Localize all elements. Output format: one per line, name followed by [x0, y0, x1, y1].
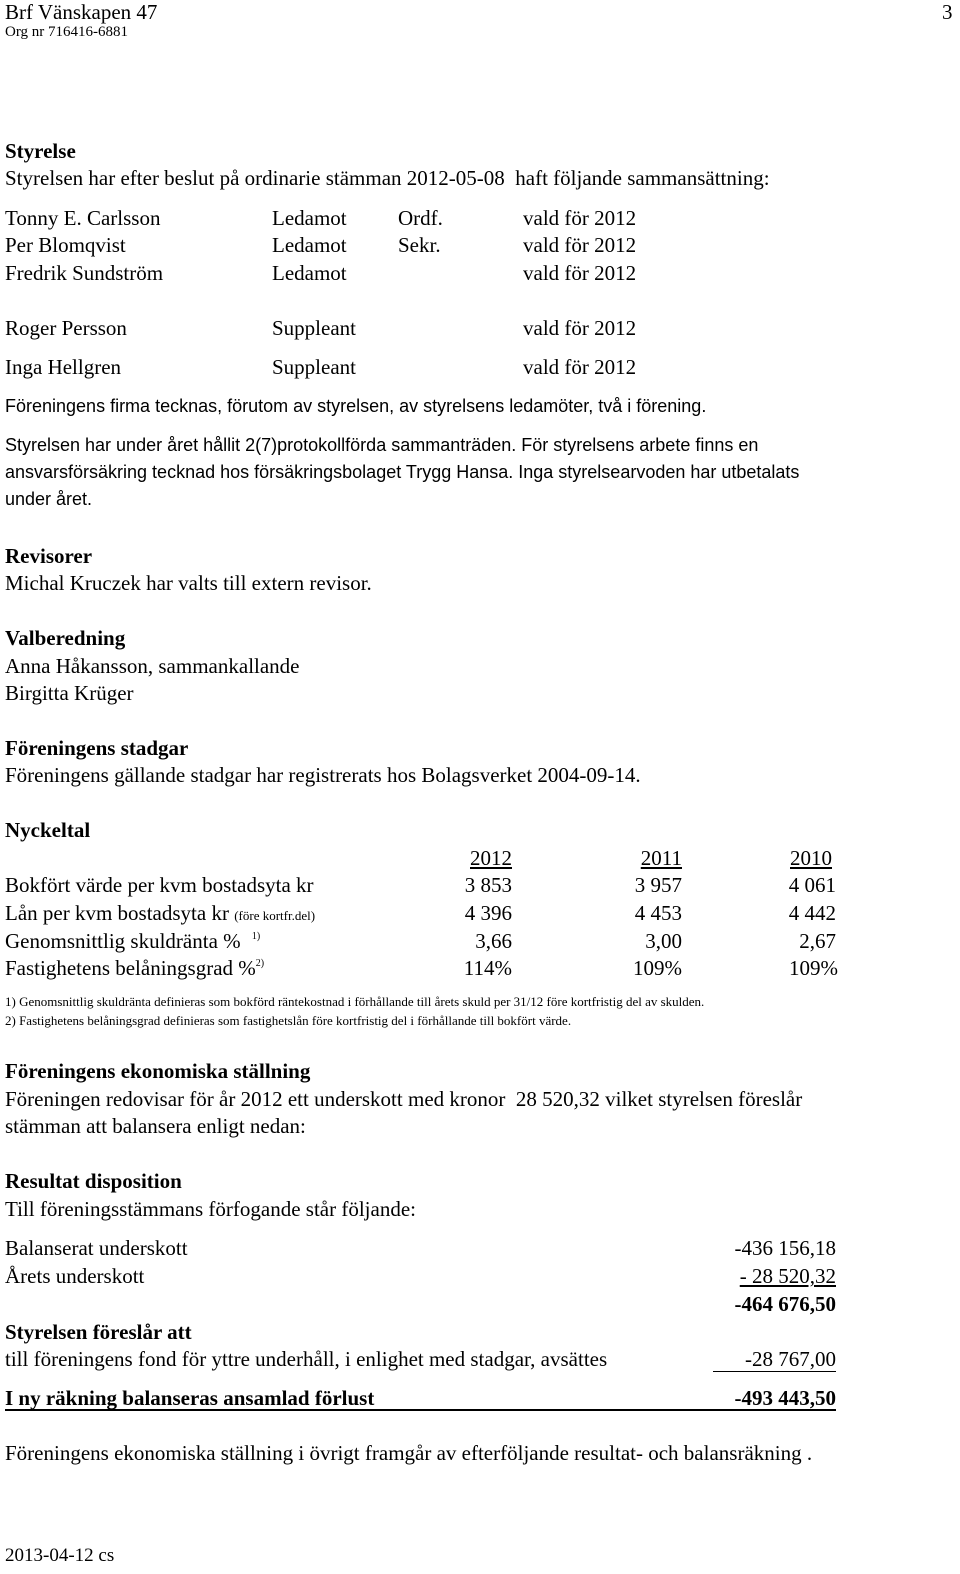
ekonomisk-heading: Föreningens ekonomiska ställning [5, 1059, 311, 1083]
footnote-ref: 1) [251, 931, 261, 942]
year-header: 2011 [640, 846, 682, 870]
cell-value: 109% [633, 956, 682, 980]
total-underline [5, 1409, 836, 1411]
disposition-label: till föreningens fond för yttre underhåll, i enlighet med stadgar, avsättes [5, 1347, 608, 1371]
year-header: 2012 [470, 846, 512, 870]
org-number: Org nr 716416-6881 [5, 24, 129, 40]
resultat-intro: Till föreningsstämmans förfogande står följande: [5, 1197, 416, 1221]
meetings-text-line-1: Styrelsen har under året hållit 2(7)protokollförda sammanträden. För styrelsens arbete finns en [5, 435, 759, 455]
member-elected: vald för 2012 [523, 316, 637, 340]
cell-value: 4 396 [464, 901, 512, 925]
member-elected: vald för 2012 [523, 206, 637, 230]
cell-value: 4 061 [788, 873, 836, 897]
disposition-value: - 28 520,32 [739, 1264, 836, 1288]
row-label-text: Fastighetens belåningsgrad % [5, 956, 256, 980]
member-name: Fredrik Sundström [5, 261, 164, 285]
footnote-1: 1) Genomsnittlig skuldränta definieras som bokförd räntekostnad i förhållande till årets skuld per 31/12 före kortfristig del av skulden. [5, 994, 705, 1009]
valberedning-member: Anna Håkansson, sammankallande [5, 654, 300, 678]
member-function: Sekr. [398, 233, 441, 257]
member-role: Suppleant [272, 355, 356, 379]
page-number: 3 [942, 0, 953, 24]
member-elected: vald för 2012 [523, 355, 637, 379]
row-label-text: Lån per kvm bostadsyta kr [5, 901, 229, 925]
row-label [5, 929, 260, 954]
member-role: Ledamot [272, 233, 347, 257]
member-name: Roger Persson [5, 316, 127, 340]
ny-rakning-value: -493 443,50 [734, 1386, 836, 1410]
year-header: 2010 [790, 846, 832, 870]
cell-value: 3 853 [464, 873, 512, 897]
forslag-heading: Styrelsen föreslår att [5, 1320, 192, 1344]
disposition-value: -436 156,18 [734, 1236, 836, 1260]
member-name: Tonny E. Carlsson [5, 206, 161, 230]
styrelse-heading: Styrelse [5, 139, 76, 163]
stadgar-heading: Föreningens stadgar [5, 736, 189, 760]
cell-value: 4 442 [788, 901, 836, 925]
footnote-2: 2) Fastighetens belåningsgrad definieras som fastighetslån före kortfristig del i förhållande till bokfört värde. [5, 1013, 572, 1028]
cell-value: 3 957 [634, 873, 682, 897]
disposition-value: -28 767,00 [745, 1347, 836, 1371]
org-name: Brf Vänskapen 47 [5, 0, 158, 24]
disposition-sum: -464 676,50 [734, 1292, 836, 1316]
row-label [5, 901, 315, 926]
member-function: Ordf. [398, 206, 443, 230]
meetings-text-line-3: under året. [5, 489, 93, 509]
row-label [5, 956, 264, 981]
cell-value: 4 453 [634, 901, 682, 925]
member-elected: vald för 2012 [523, 233, 637, 257]
closing-text: Föreningens ekonomiska ställning i övrigt framgår av efterföljande resultat- och balansräkning . [5, 1441, 813, 1465]
cell-value: 2,67 [799, 929, 836, 953]
footer-date: 2013-04-12 cs [5, 1545, 115, 1566]
member-role: Ledamot [272, 261, 347, 285]
ekonomisk-text-line-2: stämman att balansera enligt nedan: [5, 1114, 306, 1138]
revisorer-text: Michal Kruczek har valts till extern revisor. [5, 571, 372, 595]
row-label: Bokfört värde per kvm bostadsyta kr [5, 873, 314, 897]
cell-value: 3,66 [475, 929, 512, 953]
meetings-text-line-2: ansvarsförsäkring tecknad hos försäkringsbolaget Trygg Hansa. Inga styrelsearvoden har utbetalats [5, 462, 800, 482]
styrelse-intro: Styrelsen har efter beslut på ordinarie stämman 2012-05-08 haft följande sammansättning: [5, 166, 770, 190]
valberedning-member: Birgitta Krüger [5, 681, 134, 705]
cell-value: 3,00 [645, 929, 682, 953]
row-label-text: Genomsnittlig skuldränta % [5, 929, 241, 953]
revisorer-heading: Revisorer [5, 544, 93, 568]
resultat-heading: Resultat disposition [5, 1169, 182, 1193]
nyckeltal-heading: Nyckeltal [5, 818, 91, 842]
member-role: Suppleant [272, 316, 356, 340]
cell-value: 114% [463, 956, 512, 980]
member-role: Ledamot [272, 206, 347, 230]
ny-rakning-label: I ny räkning balanseras ansamlad förlust [5, 1386, 375, 1410]
disposition-label: Balanserat underskott [5, 1236, 188, 1260]
cell-value: 109% [789, 956, 838, 980]
member-elected: vald för 2012 [523, 261, 637, 285]
firma-text: Föreningens firma tecknas, förutom av styrelsen, av styrelsens ledamöter, två i förening. [5, 396, 707, 416]
stadgar-text: Föreningens gällande stadgar har registrerats hos Bolagsverket 2004-09-14. [5, 763, 641, 787]
ekonomisk-text-line-1: Föreningen redovisar för år 2012 ett underskott med kronor 28 520,32 vilket styrelsen föreslår [5, 1087, 803, 1111]
member-name: Inga Hellgren [5, 355, 122, 379]
disposition-label: Årets underskott [5, 1264, 145, 1288]
valberedning-heading: Valberedning [5, 626, 126, 650]
member-name: Per Blomqvist [5, 233, 126, 257]
row-label-note: (före kortfr.del) [234, 908, 316, 923]
footnote-ref: 2) [255, 958, 265, 969]
value-underline [713, 1371, 836, 1372]
